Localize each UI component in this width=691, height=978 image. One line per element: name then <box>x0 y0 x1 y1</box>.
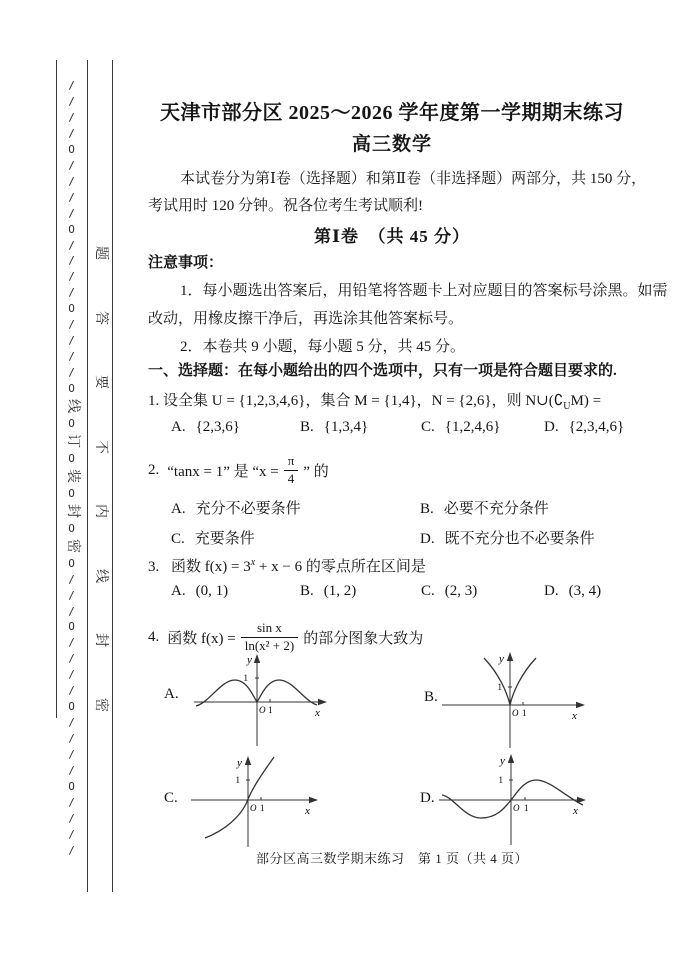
note-1-line-2: 改动，用橡皮擦干净后，再选涂其他答案标号。 <box>148 311 464 327</box>
seal-hatch-mark: / <box>68 636 75 650</box>
seal-hatch-mark: / <box>68 604 75 618</box>
graph-b-label: B. <box>424 689 438 705</box>
question-1-options <box>171 419 624 436</box>
seal-hatch-mark: O <box>68 779 75 793</box>
svg-text:1: 1 <box>524 803 529 813</box>
graph-c-label: C. <box>164 790 178 806</box>
option-3c: C. (2, 3) <box>421 583 478 599</box>
option-1d: D. {2,3,4,6} <box>544 419 625 435</box>
option-2d: D. 既不充分也不必要条件 <box>420 531 595 547</box>
question-4-text: 函数 f(x) = <box>167 630 236 647</box>
question-2-stem <box>148 447 329 493</box>
svg-text:1: 1 <box>260 803 265 813</box>
graph-a <box>190 650 330 750</box>
seal-hatch-mark: O <box>68 382 75 396</box>
seal-hatch-mark: / <box>68 94 75 108</box>
seal-text-char: 密 <box>92 697 108 712</box>
svg-text:1: 1 <box>497 682 502 692</box>
question-2-text: “tanx = 1” 是 “x = <box>167 463 279 480</box>
seal-hatch-mark: / <box>68 748 75 762</box>
seal-hatch-mark: / <box>68 811 75 825</box>
svg-text:y: y <box>499 653 504 665</box>
intro-line-2: 考试用时 120 分钟。祝各位考生考试顺利! <box>148 198 423 214</box>
seal-hatch-mark: / <box>68 795 75 809</box>
option-2c: C. 充要条件 <box>171 531 255 547</box>
question-2-text-end: ” 的 <box>303 463 329 480</box>
svg-text:1: 1 <box>522 708 527 718</box>
svg-text:O: O <box>250 803 257 813</box>
svg-text:x: x <box>573 805 578 817</box>
svg-text:O: O <box>512 708 519 718</box>
seal-text-char: 不 <box>92 439 108 454</box>
question-2-options-row-2 <box>171 527 595 548</box>
svg-text:1: 1 <box>235 775 240 785</box>
pi-over-4-fraction: $\frac{\pi}{4}$ <box>284 453 299 487</box>
seal-text-char: 密 <box>64 538 80 553</box>
graph-c <box>188 752 323 852</box>
seal-text-char: 订 <box>64 433 80 448</box>
svg-text:x: x <box>305 805 310 817</box>
svg-text:O: O <box>259 705 266 715</box>
seal-text-char: 内 <box>92 504 108 519</box>
seal-hatch-mark: / <box>68 764 75 778</box>
option-3d: D. (3, 4) <box>544 583 602 599</box>
option-3b: B. (1, 2) <box>300 583 357 599</box>
seal-hatch-mark: / <box>68 366 75 380</box>
seal-text-char: 线 <box>64 399 80 414</box>
seal-hatch-mark: / <box>68 716 75 730</box>
svg-text:y: y <box>247 654 252 666</box>
question-4-number: 4. <box>148 628 160 645</box>
seal-hatch-mark: / <box>68 684 75 698</box>
page-footer: 部分区高三数学期末练习 第 1 页（共 4 页） <box>255 851 528 866</box>
intro-line-1: 本试卷分为第Ⅰ卷（选择题）和第Ⅱ卷（非选择题）两部分，共 150 分， <box>180 171 647 187</box>
exam-title: 天津市部分区 2025～2026 学年度第一学期期末练习 <box>160 102 624 124</box>
curve-b-right <box>510 658 536 705</box>
seal-hatch-mark: / <box>68 286 75 300</box>
seal-text-char: 要 <box>92 375 108 390</box>
question-2-number: 2. <box>148 461 160 478</box>
note-2: 2．本卷共 9 小题，每小题 5 分，共 45 分。 <box>180 339 466 355</box>
x-axis-arrow <box>309 797 318 803</box>
x-axis-arrow <box>318 699 327 705</box>
seal-hatch-mark: / <box>68 572 75 586</box>
question-1-text-end: M) = <box>570 393 602 409</box>
curve-c <box>205 757 274 838</box>
exponent-x: x <box>250 557 256 568</box>
seal-hatch-mark: / <box>68 190 75 204</box>
question-3-stem <box>148 555 426 576</box>
seal-hatch-mark: O <box>68 417 75 431</box>
question-1-stem <box>148 389 601 412</box>
option-3a: A. (0, 1) <box>171 583 229 599</box>
seal-hatch-mark: O <box>68 556 75 570</box>
complement-subscript: U <box>563 401 571 412</box>
seal-hatch-mark: / <box>68 158 75 172</box>
seal-hatch-mark: / <box>68 732 75 746</box>
seal-text-char: 装 <box>64 468 80 483</box>
question-3-number: 3. <box>148 559 160 575</box>
notes-title: 注意事项： <box>148 255 224 271</box>
section-1-heading: 第Ⅰ卷 （共 45 分） <box>314 227 470 246</box>
option-1b: B. {1,3,4} <box>300 419 369 435</box>
note-1-line-1: 1．每小题选出答案后，用铅笔将答题卡上对应题目的答案标号涂黑。如需 <box>180 283 668 299</box>
question-1-number: 1. <box>148 393 160 409</box>
question-4-text-end: 的部分图象大致为 <box>303 630 424 647</box>
seal-hatch-mark: O <box>68 451 75 465</box>
seal-hatch-mark: O <box>68 486 75 500</box>
seal-hatch-mark: / <box>68 174 75 188</box>
svg-text:x: x <box>315 707 320 719</box>
svg-text:y: y <box>500 755 505 767</box>
option-1c: C. {1,2,4,6} <box>421 419 501 435</box>
graph-d <box>436 750 591 850</box>
seal-hatch-mark: / <box>68 350 75 364</box>
exam-subtitle: 高三数学 <box>351 134 432 155</box>
y-axis-arrow <box>254 654 260 663</box>
graph-b <box>438 648 588 753</box>
seal-hatch-mark: O <box>68 521 75 535</box>
seal-hatch-mark: / <box>68 668 75 682</box>
seal-hatch-mark: / <box>68 254 75 268</box>
seal-text-char: 封 <box>64 503 80 518</box>
seal-hatch-mark: / <box>68 318 75 332</box>
seal-hatch-mark: / <box>68 843 75 857</box>
option-2b: B. 必要不充分条件 <box>420 501 549 517</box>
seal-text-char: 题 <box>92 246 108 260</box>
part-1-heading: 一、选择题：在每小题给出的四个选项中，只有一项是符合题目要求的. <box>148 363 617 379</box>
seal-hatch-mark: O <box>68 620 75 634</box>
seal-hatch-mark: / <box>68 827 75 841</box>
question-3-text-end: + x − 6 的零点所在区间是 <box>255 559 426 575</box>
seal-line-inner <box>112 60 113 892</box>
question-1-text: 设全集 U = {1,2,3,4,6}，集合 M = {1,4}，N = {2,6}，则 N∪(∁ <box>163 393 564 409</box>
seal-hatch-mark: O <box>68 142 75 156</box>
seal-hatch-mark: O <box>68 222 75 236</box>
seal-hatch-mark: O <box>68 700 75 714</box>
y-axis-arrow <box>508 754 514 763</box>
question-3-options <box>171 583 601 600</box>
seal-hatch-mark: / <box>68 238 75 252</box>
seal-hatch-mark: / <box>68 79 75 92</box>
svg-text:1: 1 <box>243 673 248 683</box>
sinx-over-ln-fraction: $\frac{\text{sin x}}{\text{ln(x² + 2)}}$ <box>241 620 299 654</box>
seal-text-char: 封 <box>92 633 108 648</box>
seal-hatch-mark: / <box>68 270 75 284</box>
seal-text-char: 线 <box>92 568 108 583</box>
x-axis-arrow <box>576 702 585 708</box>
svg-text:y: y <box>237 757 242 769</box>
seal-hatch-mark: / <box>68 206 75 220</box>
seal-warning-strip <box>88 246 111 712</box>
graph-d-label: D. <box>420 790 435 806</box>
option-1a: A. {2,3,6} <box>171 419 240 435</box>
y-axis-arrow <box>245 756 251 765</box>
question-3-text: 函数 f(x) = 3 <box>171 559 251 575</box>
seal-text-char: 答 <box>92 310 108 325</box>
option-2a: A. 充分不必要条件 <box>171 501 301 517</box>
svg-text:x: x <box>572 710 577 722</box>
seal-hatch-mark: O <box>68 302 75 316</box>
seal-hatch-mark: / <box>68 334 75 348</box>
seal-hatch-mark: / <box>68 652 75 666</box>
svg-text:O: O <box>513 803 520 813</box>
svg-text:1: 1 <box>268 705 273 715</box>
seal-hatch-mark: / <box>68 588 75 602</box>
seal-hatch-mark: / <box>68 110 75 124</box>
seal-binding-strip <box>57 80 86 856</box>
seal-hatch-mark: / <box>68 126 75 140</box>
question-2-options-row-1 <box>171 497 549 518</box>
graph-a-label: A. <box>164 686 179 702</box>
y-axis-arrow <box>507 652 513 661</box>
svg-text:1: 1 <box>498 775 503 785</box>
